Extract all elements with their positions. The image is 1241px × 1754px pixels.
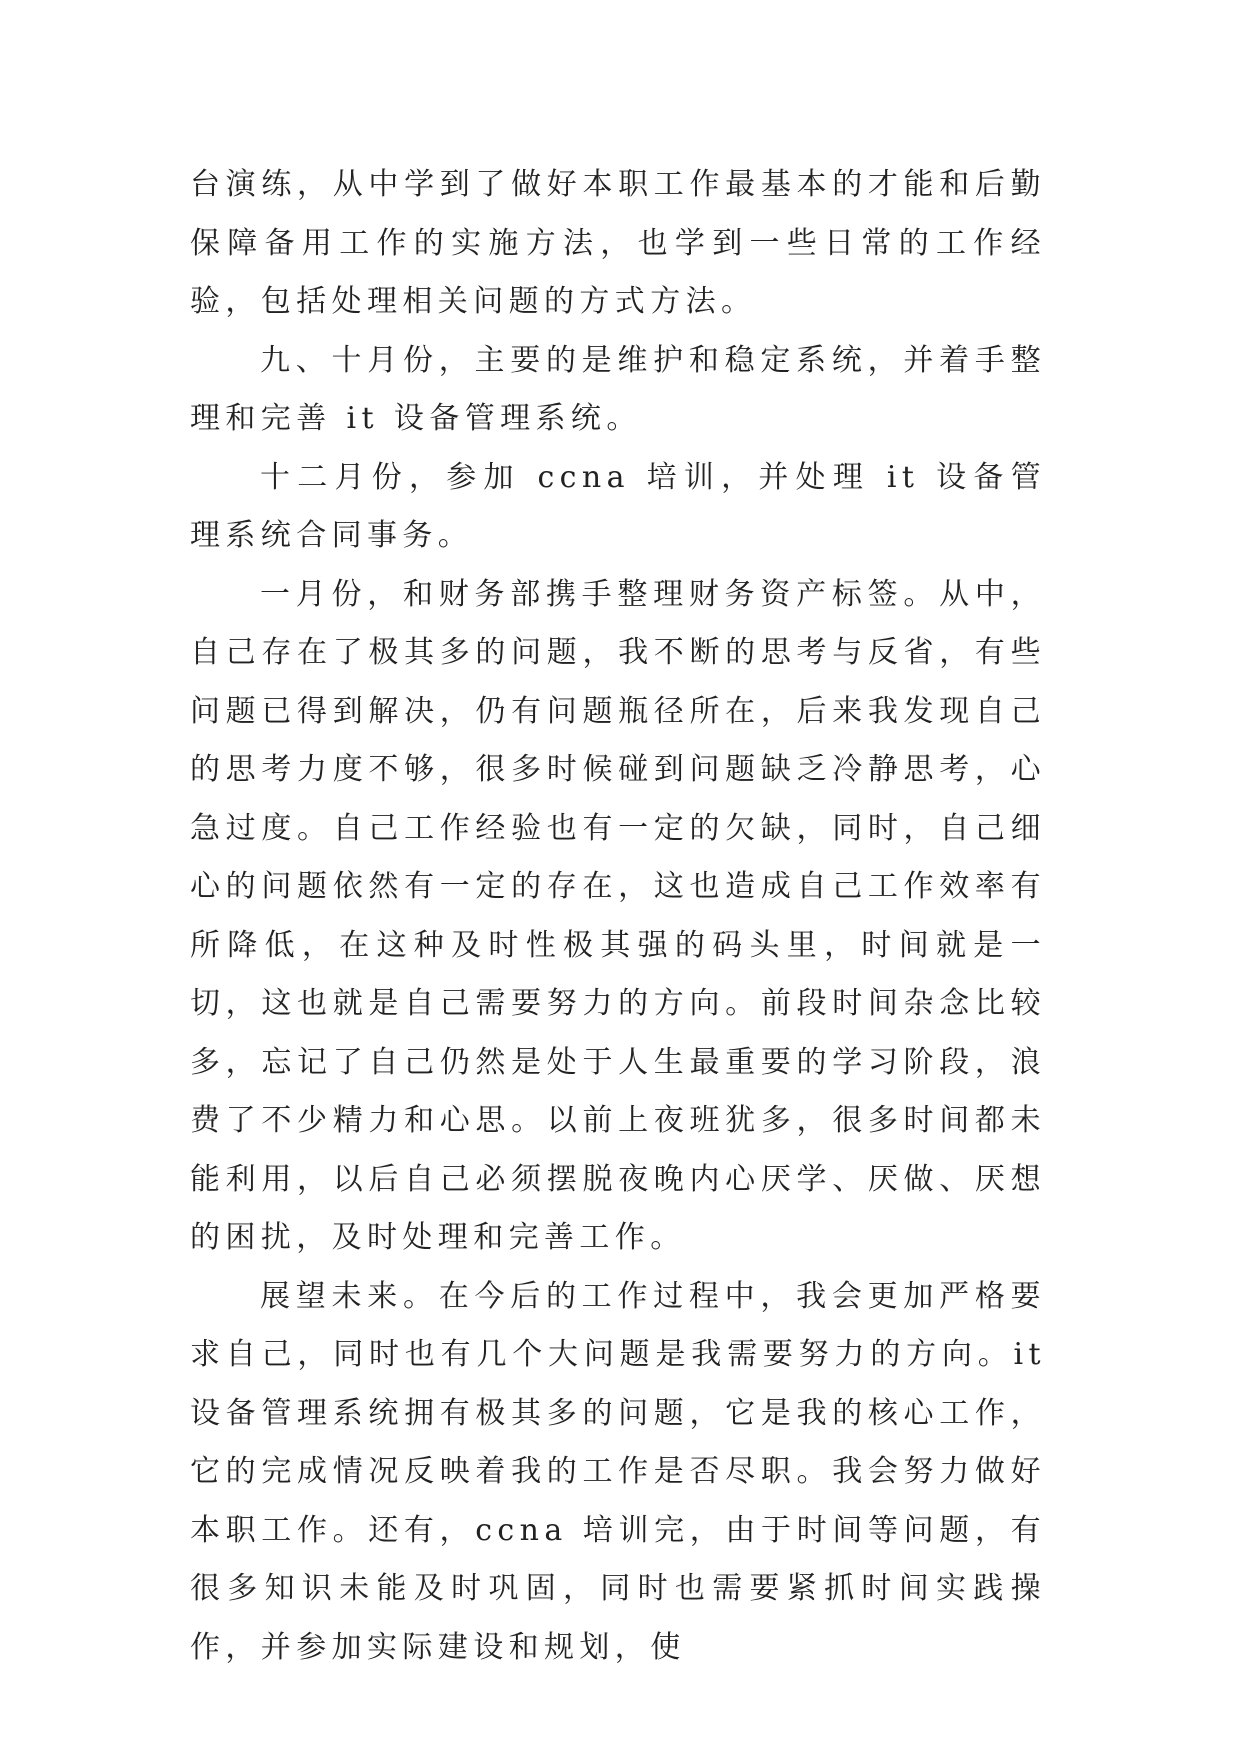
paragraph-continuation: 台演练，从中学到了做好本职工作最基本的才能和后勤保障备用工作的实施方法，也学到一些日常的工作经验，包括处理相关问题的方式方法。 — [190, 167, 1046, 319]
paragraph-january: 一月份，和财务部携手整理财务资产标签。从中，自己存在了极其多的问题，我不断的思考与反省，有些问题已得到解决，仍有问题瓶径所在，后来我发现自己的思考力度不够，很多时候碰到问题缺乏冷静思考，心急过度。自己工作经验也有一定的欠缺，同时，自己细心的问题依然有一定的存在，这也造成自己工作效率有所降低，在这种及时性极其强的码头里，时间就是一切，这也就是自己需要努力的方向。前段时间杂念比较多，忘记了自己仍然是处于人生最重要的学习阶段，浪费了不少精力和心思。以前上夜班犹多，很多时间都未能利用，以后自己必须摆脱夜晚内心厌学、厌做、厌想的困扰，及时处理和完善工作。 — [190, 576, 1046, 1255]
paragraph-outlook: 展望未来。在今后的工作过程中，我会更加严格要求自己，同时也有几个大问题是我需要努力的方向。it 设备管理系统拥有极其多的问题，它是我的核心工作，它的完成情况反映着我的工作是否尽职。我会努力做好本职工作。还有，ccna 培训完，由于时间等问题，有很多知识未能及时巩固，同时也需要紧抓时间实践操作，并参加实际建设和规划，使 — [190, 1278, 1046, 1665]
paragraph-december: 十二月份，参加 ccna 培训，并处理 it 设备管理系统合同事务。 — [190, 459, 1046, 553]
document-body — [190, 156, 1046, 1677]
paragraph-sep-oct: 九、十月份，主要的是维护和稳定系统，并着手整理和完善 it 设备管理系统。 — [190, 342, 1046, 436]
